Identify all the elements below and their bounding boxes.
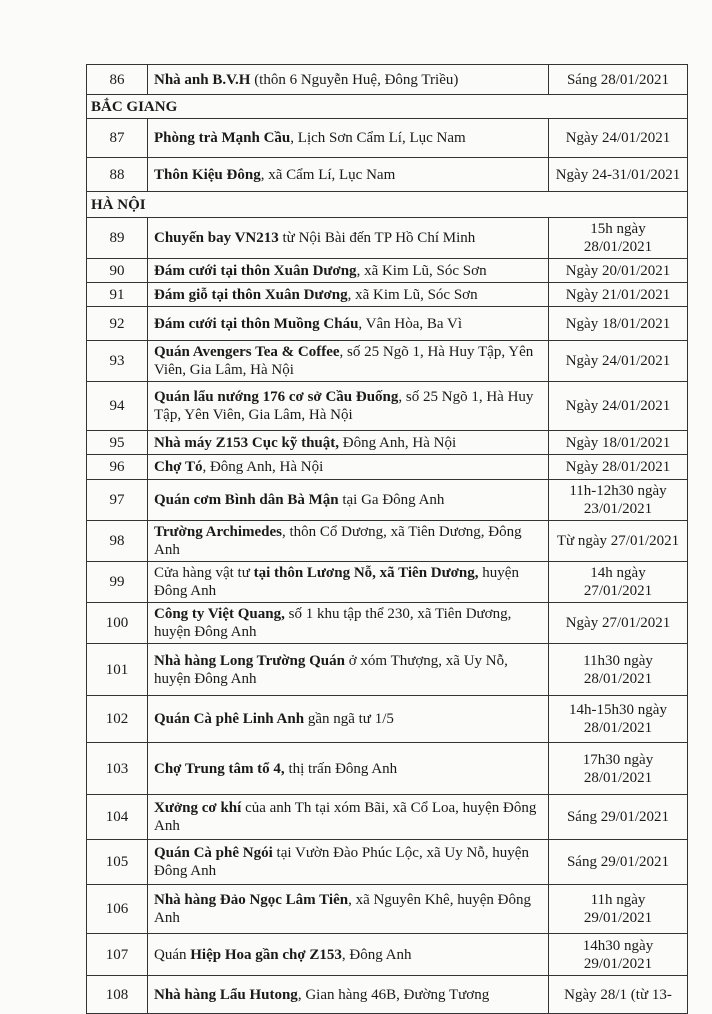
location-detail-text: thị trấn Đông Anh — [284, 760, 398, 777]
location-detail-text: Cửa hàng vật tư — [154, 565, 254, 581]
location-name-text: Nhà anh B.V.H — [154, 71, 251, 88]
location-cell — [148, 283, 549, 307]
location-detail-text: , Lịch Sơn Cẩm Lí, Lục Nam — [290, 130, 466, 146]
table-row — [87, 976, 688, 1014]
row-number: 106 — [87, 885, 148, 934]
row-number: 100 — [87, 603, 148, 644]
location-detail-text: , thôn Cổ Dương, xã Tiên Dương, Đông Anh — [154, 524, 522, 558]
time-cell: Ngày 28/1 (từ 13- — [549, 976, 688, 1014]
time-cell: Ngày 24/01/2021 — [549, 341, 688, 382]
table-row — [87, 382, 688, 431]
location-name-text: Quán Cà phê Linh Anh — [154, 711, 305, 727]
table-row — [87, 455, 688, 480]
time-cell: Ngày 18/01/2021 — [549, 307, 688, 341]
row-number: 87 — [87, 119, 148, 158]
location-name-text: Quán Cà phê Ngói — [154, 845, 273, 861]
table-row — [87, 283, 688, 307]
time-cell: Ngày 21/01/2021 — [549, 283, 688, 307]
location-detail-text: Đông Anh, Hà Nội — [339, 434, 457, 451]
time-cell: 17h30 ngày 28/01/2021 — [549, 743, 688, 795]
time-cell: Ngày 24/01/2021 — [549, 382, 688, 431]
time-cell: Ngày 28/01/2021 — [549, 455, 688, 480]
locations-table-body — [87, 65, 688, 1014]
row-number: 88 — [87, 158, 148, 192]
row-number: 104 — [87, 795, 148, 840]
table-row — [87, 934, 688, 976]
location-detail-text: , Đông Anh — [341, 946, 412, 963]
row-number: 86 — [87, 65, 148, 95]
time-cell: 14h ngày 27/01/2021 — [549, 562, 688, 603]
location-cell — [148, 840, 549, 885]
location-cell — [148, 119, 549, 158]
location-name-text: Đám cưới tại thôn Xuân Dương — [154, 262, 357, 279]
row-number: 101 — [87, 644, 148, 696]
location-name-text: Nhà hàng Đảo Ngọc Lâm Tiên — [154, 892, 349, 908]
location-detail-text: tại Ga Đông Anh — [338, 492, 445, 508]
table-row — [87, 158, 688, 192]
time-cell: Ngày 24-31/01/2021 — [549, 158, 688, 192]
table-row — [87, 341, 688, 382]
time-cell: 11h30 ngày 28/01/2021 — [549, 644, 688, 696]
location-detail-text: của anh Th tại xóm Bãi, xã Cổ Loa, huyện Đông Anh — [154, 800, 537, 834]
time-cell: 14h30 ngày 29/01/2021 — [549, 934, 688, 976]
time-cell: 15h ngày 28/01/2021 — [549, 218, 688, 259]
location-detail-text: , số 25 Ngõ 1, Hà Huy Tập, Yên Viên, Gia Lâm, Hà Nội — [154, 344, 534, 378]
time-cell: Sáng 29/01/2021 — [549, 840, 688, 885]
location-name-text: Quán cơm Bình dân Bà Mận — [154, 492, 339, 508]
location-cell — [148, 341, 549, 382]
row-number: 89 — [87, 218, 148, 259]
location-name-text: Chuyến bay VN213 — [154, 230, 279, 246]
row-number: 103 — [87, 743, 148, 795]
time-cell: Ngày 18/01/2021 — [549, 431, 688, 455]
time-cell: Ngày 24/01/2021 — [549, 119, 688, 158]
row-number: 105 — [87, 840, 148, 885]
table-row — [87, 65, 688, 95]
table-row — [87, 307, 688, 341]
table-row — [87, 795, 688, 840]
table-row — [87, 840, 688, 885]
location-detail-text: từ Nội Bài đến TP Hồ Chí Minh — [278, 230, 476, 246]
time-cell: 11h-12h30 ngày 23/01/2021 — [549, 480, 688, 521]
locations-table — [86, 64, 688, 1014]
table-row — [87, 431, 688, 455]
location-name-text: Chợ Trung tâm tổ 4, — [154, 760, 285, 777]
location-detail-text: huyện Đông Anh — [154, 565, 519, 599]
location-cell — [148, 307, 549, 341]
province-heading: HÀ NỘI — [87, 192, 688, 218]
province-row — [87, 192, 688, 218]
location-cell — [148, 644, 549, 696]
location-cell — [148, 259, 549, 283]
table-row — [87, 743, 688, 795]
row-number: 92 — [87, 307, 148, 341]
location-detail-text: , Vân Hòa, Ba Vì — [358, 315, 463, 332]
location-name-text: Chợ Tó — [154, 459, 203, 475]
location-cell — [148, 455, 549, 480]
location-detail-text: , Đông Anh, Hà Nội — [202, 459, 324, 475]
location-cell — [148, 218, 549, 259]
row-number: 95 — [87, 431, 148, 455]
row-number: 90 — [87, 259, 148, 283]
location-name-text: Xưởng cơ khí — [154, 800, 242, 816]
location-detail-text: gần ngã tư 1/5 — [304, 711, 394, 727]
location-cell — [148, 934, 549, 976]
location-cell — [148, 795, 549, 840]
table-row — [87, 119, 688, 158]
location-cell — [148, 382, 549, 431]
location-detail-text: , xã Kim Lũ, Sóc Sơn — [347, 286, 478, 303]
location-name-text: Thôn Kiệu Đông — [154, 166, 261, 183]
row-number: 102 — [87, 696, 148, 743]
location-detail-text: Quán — [154, 946, 191, 963]
row-number: 97 — [87, 480, 148, 521]
location-cell — [148, 885, 549, 934]
table-row — [87, 218, 688, 259]
location-detail-text: , xã Cẩm Lí, Lục Nam — [260, 166, 396, 183]
row-number: 94 — [87, 382, 148, 431]
location-name-text: Hiệp Hoa gần chợ Z153 — [190, 946, 342, 963]
location-name-text: Nhà hàng Lẩu Hutong — [154, 986, 298, 1003]
location-name-text: Trường Archimedes — [154, 524, 282, 540]
time-cell: Sáng 29/01/2021 — [549, 795, 688, 840]
location-cell — [148, 158, 549, 192]
time-cell: Ngày 27/01/2021 — [549, 603, 688, 644]
location-cell — [148, 521, 549, 562]
time-cell: 14h-15h30 ngày 28/01/2021 — [549, 696, 688, 743]
time-cell: 11h ngày 29/01/2021 — [549, 885, 688, 934]
row-number: 93 — [87, 341, 148, 382]
table-row — [87, 562, 688, 603]
location-cell — [148, 480, 549, 521]
location-name-text: Phòng trà Mạnh Cầu — [154, 130, 291, 146]
row-number: 96 — [87, 455, 148, 480]
location-cell — [148, 562, 549, 603]
location-cell — [148, 603, 549, 644]
table-row — [87, 885, 688, 934]
location-name-text: Đám cưới tại thôn Muồng Cháu — [154, 315, 359, 332]
row-number: 108 — [87, 976, 148, 1014]
location-detail-text: , xã Kim Lũ, Sóc Sơn — [356, 262, 487, 279]
table-row — [87, 696, 688, 743]
location-name-text: Nhà hàng Long Trường Quán — [154, 652, 345, 669]
row-number: 99 — [87, 562, 148, 603]
row-number: 107 — [87, 934, 148, 976]
location-detail-text: số 1 khu tập thể 230, xã Tiên Dương, huyện Đông Anh — [154, 606, 512, 640]
location-cell — [148, 65, 549, 95]
location-name-text: Quán Avengers Tea & Coffee — [154, 344, 340, 360]
location-detail-text: , số 25 Ngõ 1, Hà Huy Tập, Yên Viên, Gia Lâm, Hà Nội — [154, 389, 534, 423]
location-name-text: tại thôn Lương Nỗ, xã Tiên Dương, — [253, 565, 479, 581]
location-detail-text: , Gian hàng 46B, Đường Tương — [297, 986, 490, 1003]
row-number: 91 — [87, 283, 148, 307]
time-cell: Ngày 20/01/2021 — [549, 259, 688, 283]
location-detail-text: , xã Nguyên Khê, huyện Đông Anh — [154, 892, 531, 926]
time-cell: Sáng 28/01/2021 — [549, 65, 688, 95]
table-row — [87, 644, 688, 696]
table-row — [87, 521, 688, 562]
location-cell — [148, 976, 549, 1014]
time-cell: Từ ngày 27/01/2021 — [549, 521, 688, 562]
location-name-text: Nhà máy Z153 Cục kỹ thuật, — [154, 434, 340, 451]
location-detail-text: ở xóm Thượng, xã Uy Nỗ, huyện Đông Anh — [154, 652, 508, 687]
province-heading: BẮC GIANG — [87, 95, 688, 119]
table-row — [87, 603, 688, 644]
location-name-text: Công ty Việt Quang, — [154, 606, 285, 622]
row-number: 98 — [87, 521, 148, 562]
location-cell — [148, 743, 549, 795]
location-cell — [148, 431, 549, 455]
table-row — [87, 259, 688, 283]
table-row — [87, 480, 688, 521]
location-detail-text: (thôn 6 Nguyễn Huệ, Đông Triều) — [250, 71, 459, 88]
location-name-text: Quán lẩu nướng 176 cơ sở Cầu Đuống — [154, 389, 399, 405]
province-row — [87, 95, 688, 119]
location-detail-text: tại Vườn Đào Phúc Lộc, xã Uy Nỗ, huyện Đông Anh — [154, 845, 529, 879]
location-cell — [148, 696, 549, 743]
location-name-text: Đám giỗ tại thôn Xuân Dương — [154, 286, 348, 303]
